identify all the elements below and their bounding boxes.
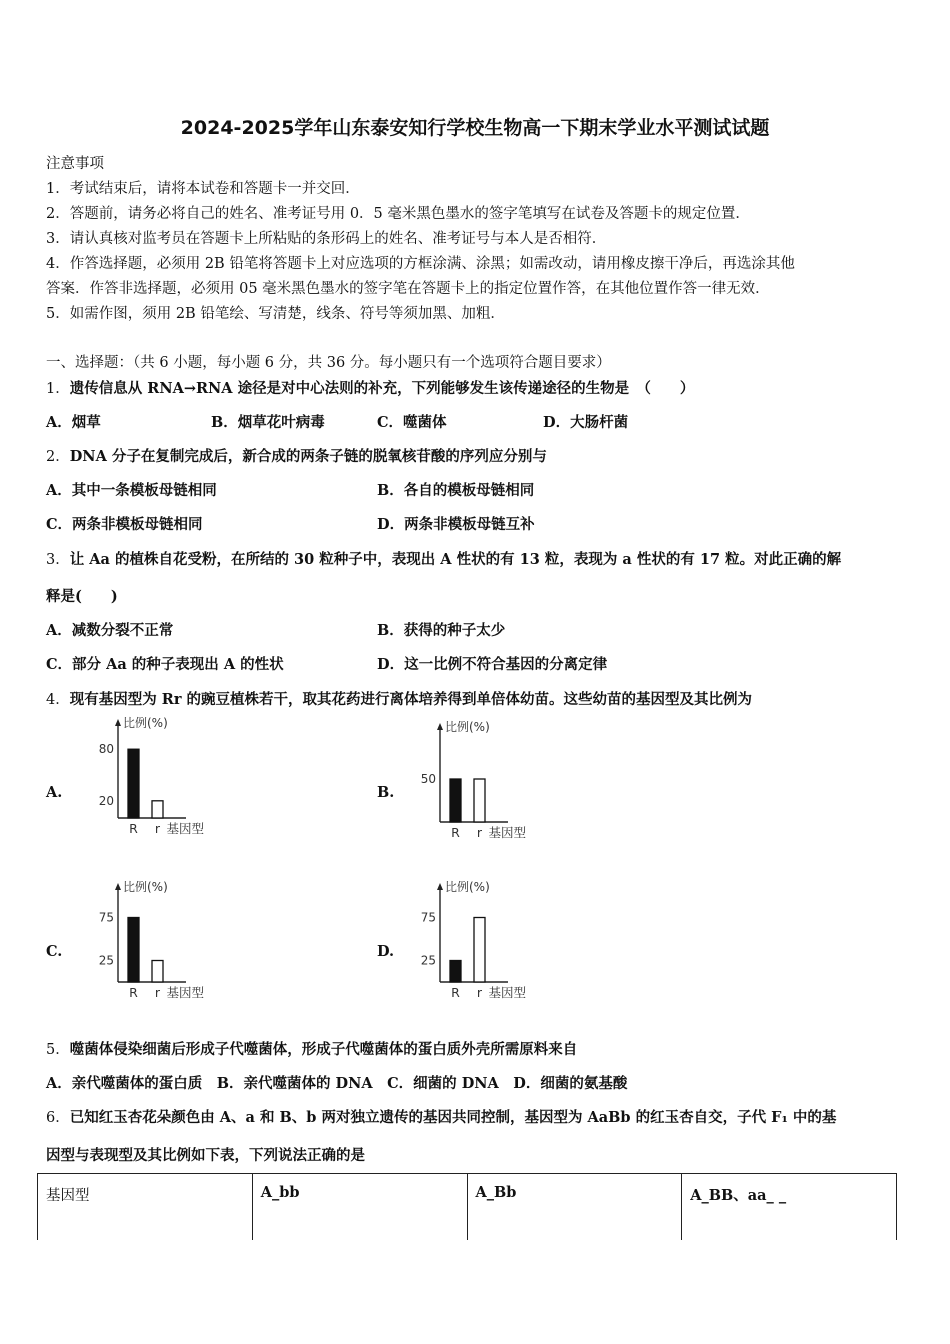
table-header-row — [38, 1174, 897, 1241]
bar-chart-c — [78, 878, 228, 1008]
y-axis-arrow — [437, 883, 443, 890]
x-tick-label: R — [451, 825, 460, 840]
y-axis-arrow — [115, 883, 121, 890]
question-stem: 噬菌体侵染细菌后形成子代噬菌体，形成子代噬菌体的蛋白质外壳所需原料来自 — [69, 1041, 578, 1058]
x-axis-label: 基因型 — [488, 825, 527, 840]
option-a[interactable]: A. — [46, 784, 63, 801]
option-d[interactable]: D．这一比例不符合基因的分离定律 — [377, 656, 608, 673]
bar-R-25 — [450, 961, 461, 983]
question-number: 3． — [46, 552, 70, 568]
y-tick-label: 20 — [98, 793, 114, 808]
y-axis-label: 比例(%) — [123, 880, 168, 894]
question-number: 4． — [46, 692, 70, 708]
option-d[interactable]: D．两条非模板母链互补 — [377, 516, 535, 533]
bar-chart-b — [400, 718, 550, 848]
question-number: 1． — [46, 381, 70, 397]
option-a[interactable]: A．其中一条模板母链相同 — [46, 482, 217, 499]
y-tick-label: 75 — [98, 910, 114, 925]
x-axis-label: 基因型 — [166, 985, 205, 1000]
option-a[interactable]: A．减数分裂不正常 — [46, 622, 174, 639]
notice-heading: 注意事项 — [46, 156, 104, 172]
y-tick-label: 50 — [420, 772, 436, 786]
option-d[interactable]: D．大肠杆菌 — [543, 414, 629, 431]
option-b[interactable]: B. — [377, 784, 395, 801]
option-b[interactable]: B．烟草花叶病毒 — [211, 414, 325, 431]
bar-r-25 — [152, 961, 163, 983]
question-4 — [46, 688, 752, 709]
question-stem: 让 Aa 的植株自花受粉，在所结的 30 粒种子中，表现出 A 性状的有 13 粒，表现为 a 性状的有 17 粒。对此正确的解 — [69, 551, 842, 568]
table-cell: A_bb — [252, 1174, 467, 1241]
y-tick-label: 25 — [98, 953, 114, 968]
x-tick-label: r — [476, 985, 483, 1000]
question-stem: 已知红玉杏花朵颜色由 A、a 和 B、b 两对独立遗传的基因共同控制，基因型为 AaBb 的红玉杏自交，子代 F₁ 中的基 — [69, 1109, 837, 1126]
y-axis-arrow — [437, 723, 443, 730]
question-number: 2． — [46, 449, 70, 465]
y-tick-label: 80 — [98, 742, 114, 757]
question-stem-continued: 释是( ) — [46, 588, 118, 605]
bar-r-50 — [474, 779, 485, 822]
table-cell: A_BB、aa_ _ — [682, 1174, 897, 1241]
option-b[interactable]: B．获得的种子太少 — [377, 622, 506, 639]
options-row[interactable]: A．亲代噬菌体的蛋白质 B．亲代噬菌体的 DNA C．细菌的 DNA D．细菌的氨基酸 — [46, 1075, 628, 1092]
option-c[interactable]: C．两条非模板母链相同 — [46, 516, 203, 533]
option-b[interactable]: B．各自的模板母链相同 — [377, 482, 535, 499]
bar-R-75 — [128, 918, 139, 983]
question-number: 5． — [46, 1042, 70, 1058]
question-3 — [46, 548, 841, 569]
section-heading: 一、选择题：（共 6 小题，每小题 6 分，共 36 分。每小题只有一个选项符合题目要求） — [46, 355, 611, 371]
notice-item: 2．答题前，请务必将自己的姓名、准考证号用 0．5 毫米黑色墨水的签字笔填写在试卷及答题卡的规定位置． — [46, 206, 750, 222]
x-tick-label: r — [476, 825, 483, 840]
notice-item: 答案．作答非选择题，必须用 05 毫米黑色墨水的签字笔在答题卡上的指定位置作答，在其他位置作答一律无效． — [46, 281, 770, 297]
question-6 — [46, 1106, 836, 1127]
question-2 — [46, 445, 547, 466]
x-tick-label: R — [129, 985, 138, 1000]
bar-chart-d — [400, 878, 550, 1008]
notice-item: 5．如需作图，须用 2B 铅笔绘、写清楚，线条、符号等须加黑、加粗． — [46, 306, 505, 322]
notice-item: 3．请认真核对监考员在答题卡上所粘贴的条形码上的姓名、准考证号与本人是否相符． — [46, 231, 607, 247]
x-tick-label: r — [154, 821, 161, 836]
table-cell: A_Bb — [467, 1174, 682, 1241]
x-tick-label: R — [129, 821, 138, 836]
option-c[interactable]: C．噬菌体 — [377, 414, 447, 431]
bar-chart-a — [78, 714, 228, 844]
x-axis-label: 基因型 — [488, 985, 527, 1000]
y-axis-label: 比例(%) — [445, 720, 490, 734]
option-c[interactable]: C．部分 Aa 的种子表现出 A 的性状 — [46, 656, 284, 673]
bar-R-80 — [128, 749, 139, 818]
option-d[interactable]: D. — [377, 943, 395, 960]
bar-r-75 — [474, 918, 485, 983]
bar-r-20 — [152, 801, 163, 818]
question-stem: 现有基因型为 Rr 的豌豆植株若干，取其花药进行离体培养得到单倍体幼苗。这些幼苗的基因型及其比例为 — [69, 691, 753, 708]
question-stem: DNA 分子在复制完成后，新合成的两条子链的脱氧核苷酸的序列应分别与 — [69, 448, 547, 465]
question-stem: 遗传信息从 RNA→RNA 途径是对中心法则的补充，下列能够发生该传递途径的生物是 （ ） — [69, 380, 695, 397]
page-title: 2024-2025学年山东泰安知行学校生物高一下期末学业水平测试试题 — [180, 117, 770, 139]
question-5 — [46, 1038, 577, 1059]
x-tick-label: r — [154, 985, 161, 1000]
table-cell: 基因型 — [38, 1174, 253, 1241]
y-tick-label: 25 — [420, 953, 436, 968]
x-tick-label: R — [451, 985, 460, 1000]
x-axis-label: 基因型 — [166, 821, 205, 836]
question-1 — [46, 377, 694, 398]
genotype-table — [37, 1173, 897, 1240]
question-stem-continued: 因型与表现型及其比例如下表，下列说法正确的是 — [46, 1147, 365, 1164]
notice-item: 4．作答选择题，必须用 2B 铅笔将答题卡上对应选项的方框涂满、涂黑；如需改动，请用橡皮擦干净后，再选涂其他 — [46, 256, 795, 272]
bar-R-50 — [450, 779, 461, 822]
question-number: 6． — [46, 1110, 70, 1126]
option-c[interactable]: C. — [46, 943, 63, 960]
option-a[interactable]: A．烟草 — [46, 414, 101, 431]
y-axis-label: 比例(%) — [123, 716, 168, 730]
notice-item: 1．考试结束后，请将本试卷和答题卡一并交回． — [46, 181, 360, 197]
y-axis-label: 比例(%) — [445, 880, 490, 894]
y-tick-label: 75 — [420, 910, 436, 925]
y-axis-arrow — [115, 719, 121, 726]
